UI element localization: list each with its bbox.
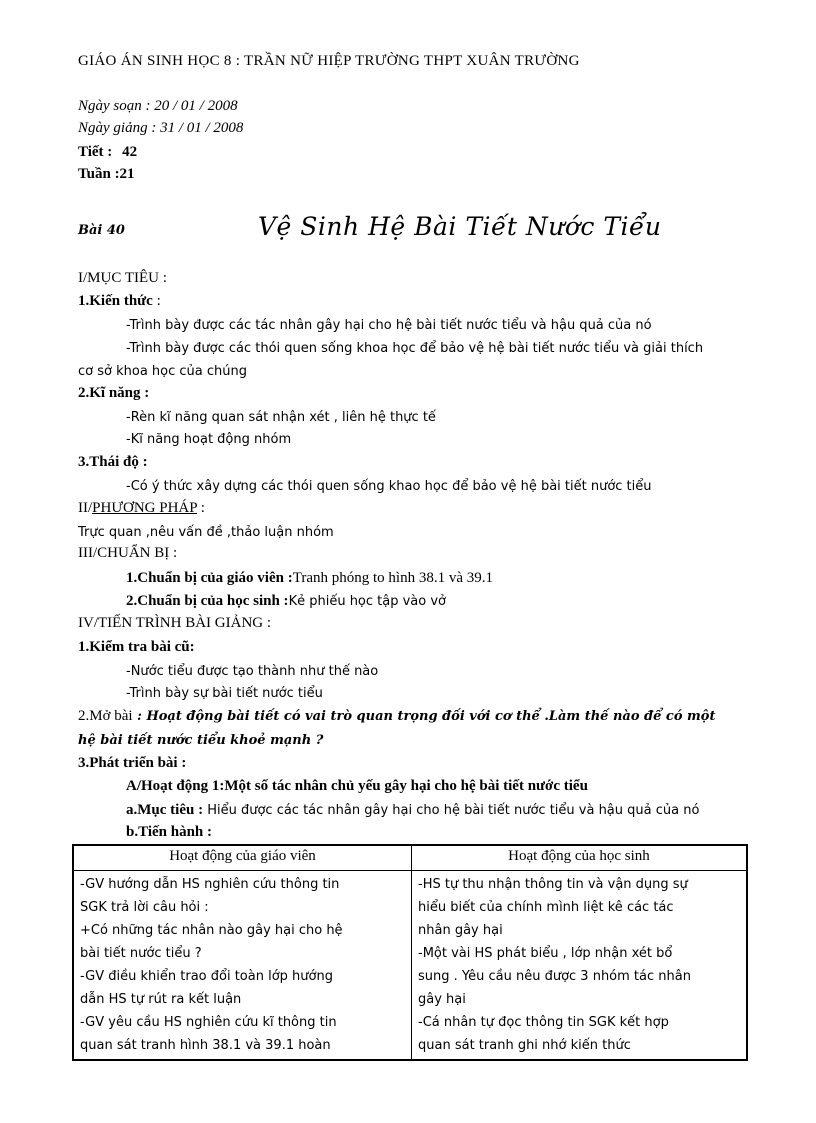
teacher-preparation [126, 570, 493, 587]
opening-line-1 [78, 708, 715, 725]
review-item-2: -Trình bày sự bài tiết nước tiểu [126, 686, 323, 701]
knowledge-item-2a: -Trình bày được các thói quen sống khoa học để bảo vệ hệ bài tiết nước tiểu và giải thích [126, 341, 704, 356]
student-line: nhân gây hại [418, 923, 503, 938]
student-line: gây hại [418, 992, 466, 1007]
student-line: hiểu biết của chính mình liệt kê các tác [418, 900, 674, 915]
teacher-column-header: Hoạt động của giáo viên [73, 845, 412, 871]
student-activity-cell [412, 871, 748, 1061]
preparation-heading: III/CHUẨN BỊ : [78, 545, 178, 561]
teacher-line: quan sát tranh hình 38.1 và 39.1 hoàn [80, 1038, 331, 1053]
student-line: -HS tự thu nhận thông tin và vận dụng sự [418, 877, 688, 892]
page-header: GIÁO ÁN SINH HỌC 8 : TRẦN NỮ HIỆP TRƯỜNG THPT XUÂN TRƯỜNG [78, 53, 580, 69]
knowledge-heading [78, 293, 161, 310]
activity-1-heading [126, 778, 588, 795]
development-heading: 3.Phát triển bài : [78, 755, 187, 771]
teacher-line: -GV điều khiển trao đổi toàn lớp hướng [80, 969, 333, 984]
lesson-title: Vệ Sinh Hệ Bài Tiết Nước Tiểu [258, 212, 662, 241]
student-line: sung . Yêu cầu nêu được 3 nhóm tác nhân [418, 969, 691, 984]
opening-text-1: : Hoạt động bài tiết có vai trò quan trọng đối với cơ thể .Làm thế nào để có một [132, 709, 716, 724]
attitude-heading: 3.Thái độ : [78, 454, 148, 470]
student-line: quan sát tranh ghi nhớ kiến thức [418, 1038, 631, 1053]
teacher-line: -GV hướng dẫn HS nghiên cứu thông tin [80, 877, 340, 892]
section-objectives-heading: I/MỤC TIÊU : [78, 270, 167, 286]
week-line: Tuần :21 [78, 166, 135, 182]
teacher-preparation-value: Tranh phóng to hình 38.1 và 39.1 [292, 570, 493, 586]
period-value: 42 [122, 144, 138, 160]
teacher-line: +Có những tác nhân nào gây hại cho hệ [80, 923, 343, 938]
skills-item-1: -Rèn kĩ năng quan sát nhận xét , liên hệ thực tế [126, 410, 436, 425]
lesson-process-suffix: : [263, 615, 272, 631]
student-line: -Một vài HS phát biểu , lớp nhận xét bổ [418, 946, 673, 961]
review-heading: 1.Kiểm tra bài cũ: [78, 639, 195, 655]
knowledge-label: 1.Kiến thức [78, 293, 153, 309]
period-label: Tiết : [78, 144, 113, 160]
methods-suffix: : [197, 500, 205, 516]
teacher-line: dẫn HS tự rút ra kết luận [80, 992, 242, 1007]
skills-item-2: -Kĩ năng hoạt động nhóm [126, 432, 292, 447]
teacher-activity-cell [73, 871, 412, 1061]
methods-label: PHƯƠNG PHÁP [92, 500, 198, 516]
skills-heading: 2.Kĩ năng : [78, 385, 150, 401]
teaching-date: Ngày giảng : 31 / 01 / 2008 [78, 120, 244, 136]
student-column-header: Hoạt động của học sinh [412, 845, 748, 871]
student-preparation [126, 593, 446, 610]
opening-label: 2.Mở bài [78, 708, 133, 724]
methods-content: Trực quan ,nêu vấn đề ,thảo luận nhóm [78, 525, 334, 540]
activity-1-label: A/Hoạt động 1:Một số tác nhân chủ yếu gây hại cho hệ bài tiết nước tiểu [126, 778, 588, 794]
attitude-item-1: -Có ý thức xây dựng các thói quen sống khao học để bảo vệ hệ bài tiết nước tiểu [126, 479, 652, 494]
methods-prefix: II/ [78, 500, 93, 516]
knowledge-item-1: -Trình bày được các tác nhân gây hại cho hệ bài tiết nước tiểu và hậu quả của nó [126, 318, 652, 333]
lesson-process-heading [78, 615, 271, 632]
procedure-heading: b.Tiến hành : [126, 824, 213, 840]
student-preparation-label: 2.Chuẩn bị của học sinh : [126, 593, 289, 609]
review-item-1: -Nước tiểu được tạo thành như thế nào [126, 664, 379, 679]
preparation-date: Ngày soạn : 20 / 01 / 2008 [78, 98, 238, 114]
activity-objective-value: Hiểu được các tác nhân gây hại cho hệ bài tiết nước tiểu và hậu quả của nó [203, 803, 700, 818]
table-row [73, 871, 747, 1061]
opening-text-2: hệ bài tiết nước tiểu khoẻ mạnh ? [78, 733, 324, 748]
methods-heading [78, 500, 205, 517]
teacher-preparation-label: 1.Chuẩn bị của giáo viên : [126, 570, 293, 586]
teacher-line: -GV yêu cầu HS nghiên cứu kĩ thông tin [80, 1015, 337, 1030]
knowledge-item-2b: cơ sở khoa học của chúng [78, 364, 247, 379]
activity-objective-label: a.Mục tiêu : [126, 802, 204, 818]
lesson-process-label: IV/TIẾN TRÌNH BÀI GIẢNG [78, 615, 264, 631]
lesson-number: Bài 40 [78, 223, 125, 238]
student-line: -Cá nhân tự đọc thông tin SGK kết hợp [418, 1015, 669, 1030]
activity-objective [126, 802, 699, 819]
teacher-line: SGK trả lời câu hỏi : [80, 900, 209, 915]
knowledge-colon: : [152, 293, 161, 309]
student-preparation-value: Kẻ phiếu học tập vào vở [288, 594, 447, 609]
period-line [78, 144, 137, 161]
activity-table [72, 844, 748, 1061]
teacher-line: bài tiết nước tiểu ? [80, 946, 202, 961]
table-header-row [73, 845, 747, 871]
